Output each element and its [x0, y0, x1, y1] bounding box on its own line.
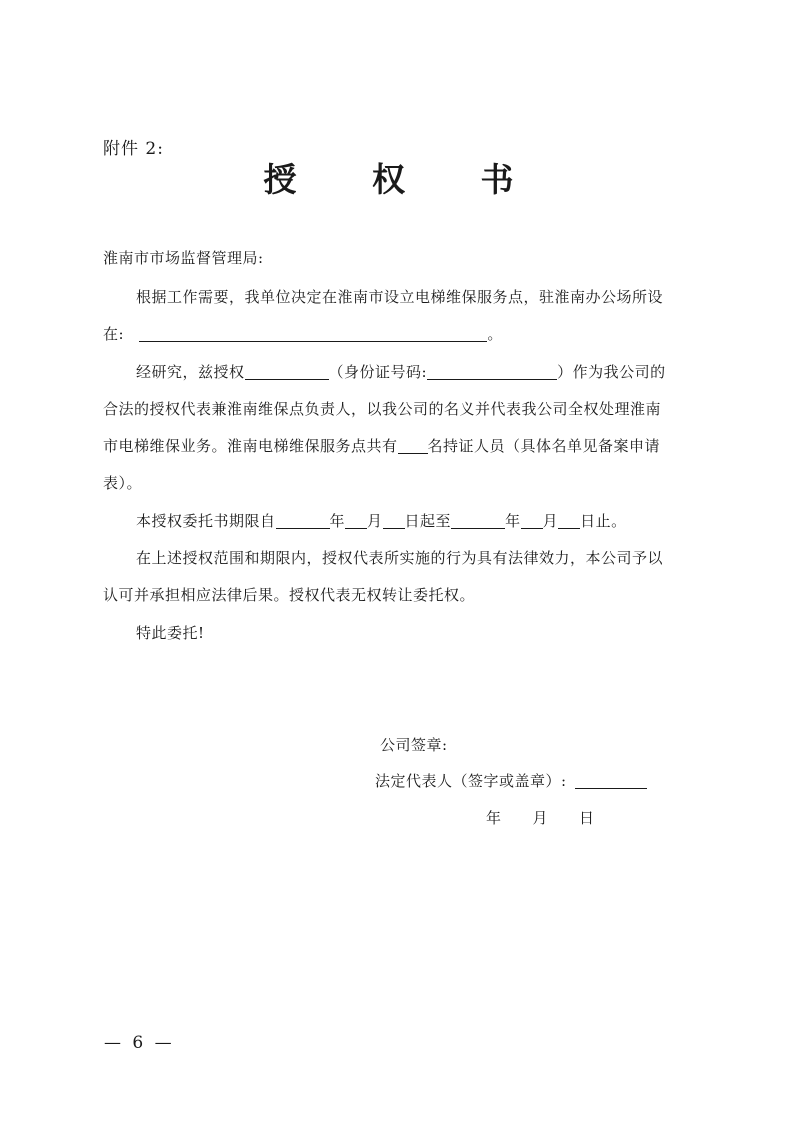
paragraph-2-line-1: [136, 361, 666, 382]
start-day-label: 日起至: [404, 512, 452, 530]
paragraph-1-line-1: 根据工作需要，我单位决定在淮南市设立电梯维保服务点，驻淮南办公场所设: [136, 288, 664, 306]
staff-count-prefix: 市电梯维保业务。淮南电梯维保服务点共有: [103, 437, 398, 455]
document-title: 授 权 书: [263, 160, 546, 199]
signature-date: 年 月 日: [486, 809, 595, 827]
end-year-blank: [451, 513, 505, 529]
start-year-label: 年: [329, 512, 346, 530]
start-month-blank: [345, 513, 367, 529]
end-day-blank: [558, 513, 580, 529]
authorize-text: 经研究，兹授权: [136, 363, 245, 381]
term-prefix: 本授权委托书期限自: [136, 512, 276, 530]
end-day-label: 日止。: [580, 512, 627, 530]
start-day-blank: [383, 513, 405, 529]
paragraph-2-line-2: 合法的授权代表兼淮南维保点负责人，以我公司的名义并代表我公司全权处理淮南: [103, 400, 662, 418]
paragraph-4-line-2: 认可并承担相应法律后果。授权代表无权转让委托权。: [103, 586, 476, 604]
legal-representative-label: 法定代表人（签字或盖章）:: [375, 772, 567, 790]
paragraph-4-line-1: 在上述授权范围和期限内，授权代表所实施的行为具有法律效力，本公司予以: [136, 549, 664, 567]
start-year-blank: [276, 513, 330, 529]
page-number: — 6 —: [104, 1033, 175, 1053]
office-address-blank: [139, 326, 487, 342]
company-seal-label: 公司签章:: [380, 736, 448, 754]
start-month-label: 月: [367, 512, 383, 530]
period: 。: [487, 325, 503, 343]
staff-count-blank: [398, 438, 428, 454]
id-number-blank: [427, 364, 557, 380]
paragraph-1-line-2: [103, 323, 503, 344]
legal-representative-line: [375, 770, 647, 791]
legal-representative-blank: [575, 773, 647, 789]
as-representative-text: ）作为我公司的: [557, 363, 666, 381]
paragraph-2-line-4: 表）。: [103, 474, 143, 492]
end-month-label: 月: [542, 512, 559, 530]
staff-count-suffix: 名持证人员（具体名单见备案申请: [427, 437, 661, 455]
paragraph-3: [136, 510, 627, 531]
representative-name-blank: [245, 364, 329, 380]
end-year-label: 年: [505, 512, 521, 530]
paragraph-2-line-3: [103, 435, 660, 456]
office-address-prefix: 在:: [103, 325, 125, 343]
attachment-label: 附件 2:: [103, 139, 164, 159]
id-number-label: （身份证号码:: [328, 363, 428, 381]
closing-phrase: 特此委托!: [136, 624, 205, 642]
end-month-blank: [521, 513, 543, 529]
addressee: 淮南市市场监督管理局:: [103, 249, 264, 267]
